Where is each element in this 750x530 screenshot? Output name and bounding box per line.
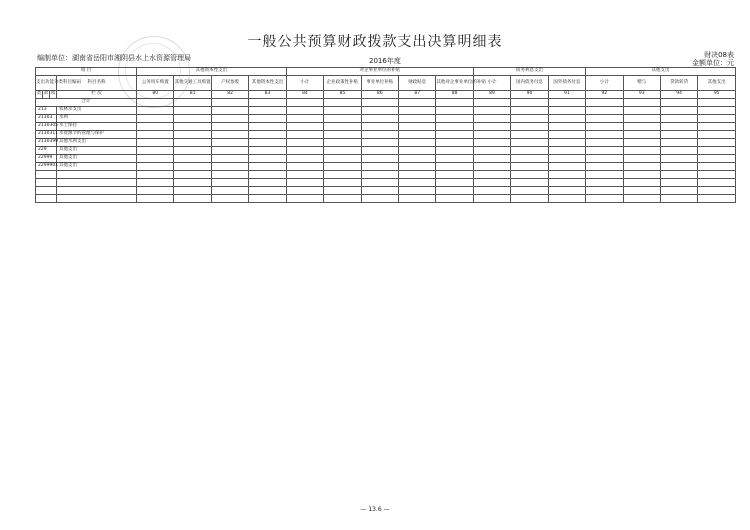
value-cell [660,171,697,179]
header-row-label: 栏 次 [57,91,137,99]
value-cell [398,179,435,187]
value-cell [473,131,510,139]
value-cell [137,171,174,179]
value-cell [174,131,211,139]
value-cell [511,187,548,195]
value-cell [548,139,585,147]
empty-row [36,179,736,187]
total-cell [586,99,623,107]
value-cell [137,179,174,187]
header-column: 小计 [586,76,623,91]
row-name: 农林水支出 [57,107,137,115]
value-cell [286,187,323,195]
header-section-code: 支出功能分类科目编码 [36,76,57,91]
header-group: 债务利息支出 [473,68,585,76]
header-column: 事业单位补贴 [361,76,398,91]
total-cell [324,99,361,107]
row-code: 229 [36,147,57,155]
total-cell [511,99,548,107]
value-cell [361,195,398,203]
value-cell [698,107,736,115]
value-cell [623,187,660,195]
total-cell [249,99,286,107]
value-cell [660,155,697,163]
value-cell [137,123,174,131]
value-cell [623,107,660,115]
amount-unit: 金额单位：元 [692,59,734,67]
value-cell [286,115,323,123]
total-cell [286,99,323,107]
value-cell [548,147,585,155]
value-cell [398,131,435,139]
header-project: 项 目 [36,68,137,76]
header-column: 国外债务付息 [548,76,585,91]
value-cell [511,155,548,163]
value-cell [361,155,398,163]
value-cell [324,131,361,139]
value-cell [174,163,211,171]
value-cell [436,115,473,123]
value-cell [286,179,323,187]
value-cell [324,155,361,163]
value-cell [473,163,510,171]
value-cell [137,139,174,147]
value-cell [548,179,585,187]
page-title: 一般公共预算财政拨款支出决算明细表 [247,34,503,50]
value-cell [174,115,211,123]
value-cell [286,171,323,179]
value-cell [398,155,435,163]
column-number: 91 [548,91,585,99]
value-cell [249,123,286,131]
header-column: 其他支出 [698,76,736,91]
value-cell [473,179,510,187]
column-number: 90 [511,91,548,99]
value-cell [137,155,174,163]
total-label: 合计 [36,99,137,107]
header-column: 国内债务付息 [511,76,548,91]
value-cell [211,187,248,195]
value-cell [586,155,623,163]
column-number: 88 [436,91,473,99]
value-cell [137,163,174,171]
value-cell [586,107,623,115]
value-cell [623,147,660,155]
row-name: 水利 [57,115,137,123]
value-cell [436,195,473,203]
value-cell [660,139,697,147]
value-cell [548,171,585,179]
value-cell [436,187,473,195]
header-column: 赠与 [623,76,660,91]
value-cell [623,115,660,123]
value-cell [473,107,510,115]
value-cell [511,107,548,115]
header-column: 公务用车购置 [137,76,174,91]
table-row [36,123,736,131]
value-cell [623,155,660,163]
value-cell [473,195,510,203]
value-cell [586,187,623,195]
header-level: 项 [50,91,57,99]
value-cell [548,115,585,123]
row-name: 其他水利支出 [57,139,137,147]
row-name [57,171,137,179]
value-cell [436,155,473,163]
row-code [36,171,57,179]
row-name [57,179,137,187]
value-cell [623,123,660,131]
value-cell [361,115,398,123]
value-cell [548,187,585,195]
value-cell [698,163,736,171]
value-cell [249,171,286,179]
row-code [36,195,57,203]
value-cell [324,195,361,203]
value-cell [623,139,660,147]
value-cell [586,171,623,179]
value-cell [286,131,323,139]
value-cell [586,179,623,187]
value-cell [473,115,510,123]
table-row [36,131,736,139]
header-group: 对企事业单位的补贴 [286,68,473,76]
value-cell [473,123,510,131]
value-cell [324,147,361,155]
value-cell [249,147,286,155]
value-cell [436,163,473,171]
value-cell [436,139,473,147]
column-number: 95 [698,91,736,99]
empty-row [36,171,736,179]
value-cell [361,107,398,115]
value-cell [436,147,473,155]
fiscal-year: 2016年度 [369,57,401,65]
column-number: 85 [324,91,361,99]
value-cell [548,155,585,163]
total-row [36,99,736,107]
value-cell [174,107,211,115]
row-code: 2299901 [36,163,57,171]
value-cell [586,163,623,171]
value-cell [511,171,548,179]
value-cell [211,147,248,155]
column-number: 89 [473,91,510,99]
table-number: 财决08表 [704,51,734,59]
value-cell [398,115,435,123]
value-cell [286,155,323,163]
value-cell [324,123,361,131]
value-cell [211,195,248,203]
header-column: 其他交通工具购置 [174,76,211,91]
value-cell [249,131,286,139]
value-cell [511,163,548,171]
column-number: 92 [586,91,623,99]
column-number: 94 [660,91,697,99]
total-cell [436,99,473,107]
row-name: 其他支出 [57,147,137,155]
value-cell [361,147,398,155]
value-cell [698,155,736,163]
value-cell [623,195,660,203]
value-cell [324,163,361,171]
value-cell [623,171,660,179]
value-cell [286,195,323,203]
value-cell [137,195,174,203]
value-cell [174,195,211,203]
header-column: 企业政策性补贴 [324,76,361,91]
value-cell [211,107,248,115]
value-cell [361,163,398,171]
value-cell [548,123,585,131]
total-cell [660,99,697,107]
empty-row [36,187,736,195]
column-number: 93 [623,91,660,99]
column-number: 86 [361,91,398,99]
value-cell [361,187,398,195]
value-cell [698,179,736,187]
page-number: — 13.6 — [360,506,390,513]
value-cell [211,163,248,171]
value-cell [398,139,435,147]
value-cell [548,131,585,139]
row-name [57,195,137,203]
column-number: 81 [174,91,211,99]
value-cell [511,147,548,155]
value-cell [137,115,174,123]
value-cell [436,179,473,187]
value-cell [473,187,510,195]
header-group: 其他资本性支出 [137,68,287,76]
value-cell [586,139,623,147]
total-cell [623,99,660,107]
value-cell [698,195,736,203]
row-code: 2130305 [36,123,57,131]
header-column: 贷款转贷 [660,76,697,91]
reporting-unit: 编制单位：湖南省岳阳市湘阴县水上水资源管理局 [37,54,191,62]
header-row-numbers [36,91,736,99]
column-number: 83 [249,91,286,99]
total-cell [211,99,248,107]
value-cell [660,107,697,115]
value-cell [211,155,248,163]
value-cell [324,107,361,115]
column-number: 82 [211,91,248,99]
value-cell [249,163,286,171]
value-cell [548,195,585,203]
value-cell [660,179,697,187]
value-cell [586,115,623,123]
table-row [36,107,736,115]
value-cell [249,155,286,163]
value-cell [548,107,585,115]
header-column: 其他对企事业单位的补贴 [436,76,473,91]
value-cell [473,171,510,179]
total-cell [398,99,435,107]
value-cell [660,187,697,195]
header-group: 其他支出 [586,68,736,76]
header-column: 其他资本性支出 [249,76,286,91]
row-code [36,179,57,187]
value-cell [698,139,736,147]
value-cell [361,123,398,131]
total-cell [174,99,211,107]
value-cell [211,179,248,187]
value-cell [660,131,697,139]
value-cell [398,147,435,155]
value-cell [398,187,435,195]
value-cell [174,187,211,195]
header-row-groups [36,68,736,76]
value-cell [436,171,473,179]
value-cell [398,123,435,131]
value-cell [286,163,323,171]
value-cell [324,187,361,195]
value-cell [660,195,697,203]
row-name [57,187,137,195]
value-cell [137,187,174,195]
value-cell [511,115,548,123]
value-cell [174,179,211,187]
value-cell [473,139,510,147]
total-cell [361,99,398,107]
value-cell [324,139,361,147]
value-cell [324,171,361,179]
value-cell [286,147,323,155]
value-cell [698,131,736,139]
value-cell [361,179,398,187]
row-name: 水资源节约管理与保护 [57,131,137,139]
row-name: 其他支出 [57,155,137,163]
row-name: 水土保持 [57,123,137,131]
value-cell [586,147,623,155]
value-cell [660,115,697,123]
header-column: 财政贴息 [398,76,435,91]
value-cell [398,163,435,171]
value-cell [586,195,623,203]
column-number: 80 [137,91,174,99]
row-code [36,187,57,195]
value-cell [660,147,697,155]
value-cell [211,139,248,147]
value-cell [361,171,398,179]
value-cell [249,139,286,147]
value-cell [548,163,585,171]
value-cell [698,123,736,131]
value-cell [623,131,660,139]
row-code: 2130311 [36,131,57,139]
value-cell [211,115,248,123]
value-cell [174,147,211,155]
row-code: 2130399 [36,139,57,147]
value-cell [511,131,548,139]
total-cell [698,99,736,107]
value-cell [249,115,286,123]
value-cell [511,139,548,147]
value-cell [511,179,548,187]
value-cell [436,123,473,131]
value-cell [436,131,473,139]
header-column: 产权参股 [211,76,248,91]
value-cell [698,147,736,155]
table-row [36,155,736,163]
value-cell [137,147,174,155]
row-code: 21303 [36,115,57,123]
header-level: 款 [43,91,50,99]
value-cell [324,179,361,187]
value-cell [286,123,323,131]
empty-row [36,195,736,203]
value-cell [211,123,248,131]
value-cell [586,131,623,139]
header-column: 小计 [473,76,510,91]
row-name: 其他支出 [57,163,137,171]
total-cell [548,99,585,107]
value-cell [511,123,548,131]
value-cell [698,171,736,179]
value-cell [249,107,286,115]
header-column: 小计 [286,76,323,91]
column-number: 84 [286,91,323,99]
value-cell [361,131,398,139]
value-cell [398,107,435,115]
value-cell [286,107,323,115]
value-cell [137,107,174,115]
value-cell [286,139,323,147]
table-row [36,147,736,155]
value-cell [473,147,510,155]
value-cell [623,163,660,171]
value-cell [511,195,548,203]
value-cell [174,123,211,131]
header-subject-name: 科目名称 [57,76,137,91]
total-cell [473,99,510,107]
value-cell [698,187,736,195]
header-level: 类 [36,91,43,99]
value-cell [660,123,697,131]
expenditure-table [35,67,736,203]
value-cell [174,139,211,147]
value-cell [361,139,398,147]
value-cell [698,115,736,123]
value-cell [398,171,435,179]
value-cell [249,195,286,203]
value-cell [324,115,361,123]
value-cell [473,155,510,163]
total-cell [137,99,174,107]
value-cell [211,131,248,139]
column-number: 87 [398,91,435,99]
value-cell [249,179,286,187]
value-cell [174,155,211,163]
row-code: 22999 [36,155,57,163]
value-cell [137,131,174,139]
table-row [36,139,736,147]
value-cell [623,179,660,187]
value-cell [249,187,286,195]
table-row [36,115,736,123]
value-cell [436,107,473,115]
value-cell [586,123,623,131]
value-cell [211,171,248,179]
value-cell [660,163,697,171]
row-code: 213 [36,107,57,115]
value-cell [174,171,211,179]
value-cell [398,195,435,203]
table-row [36,163,736,171]
